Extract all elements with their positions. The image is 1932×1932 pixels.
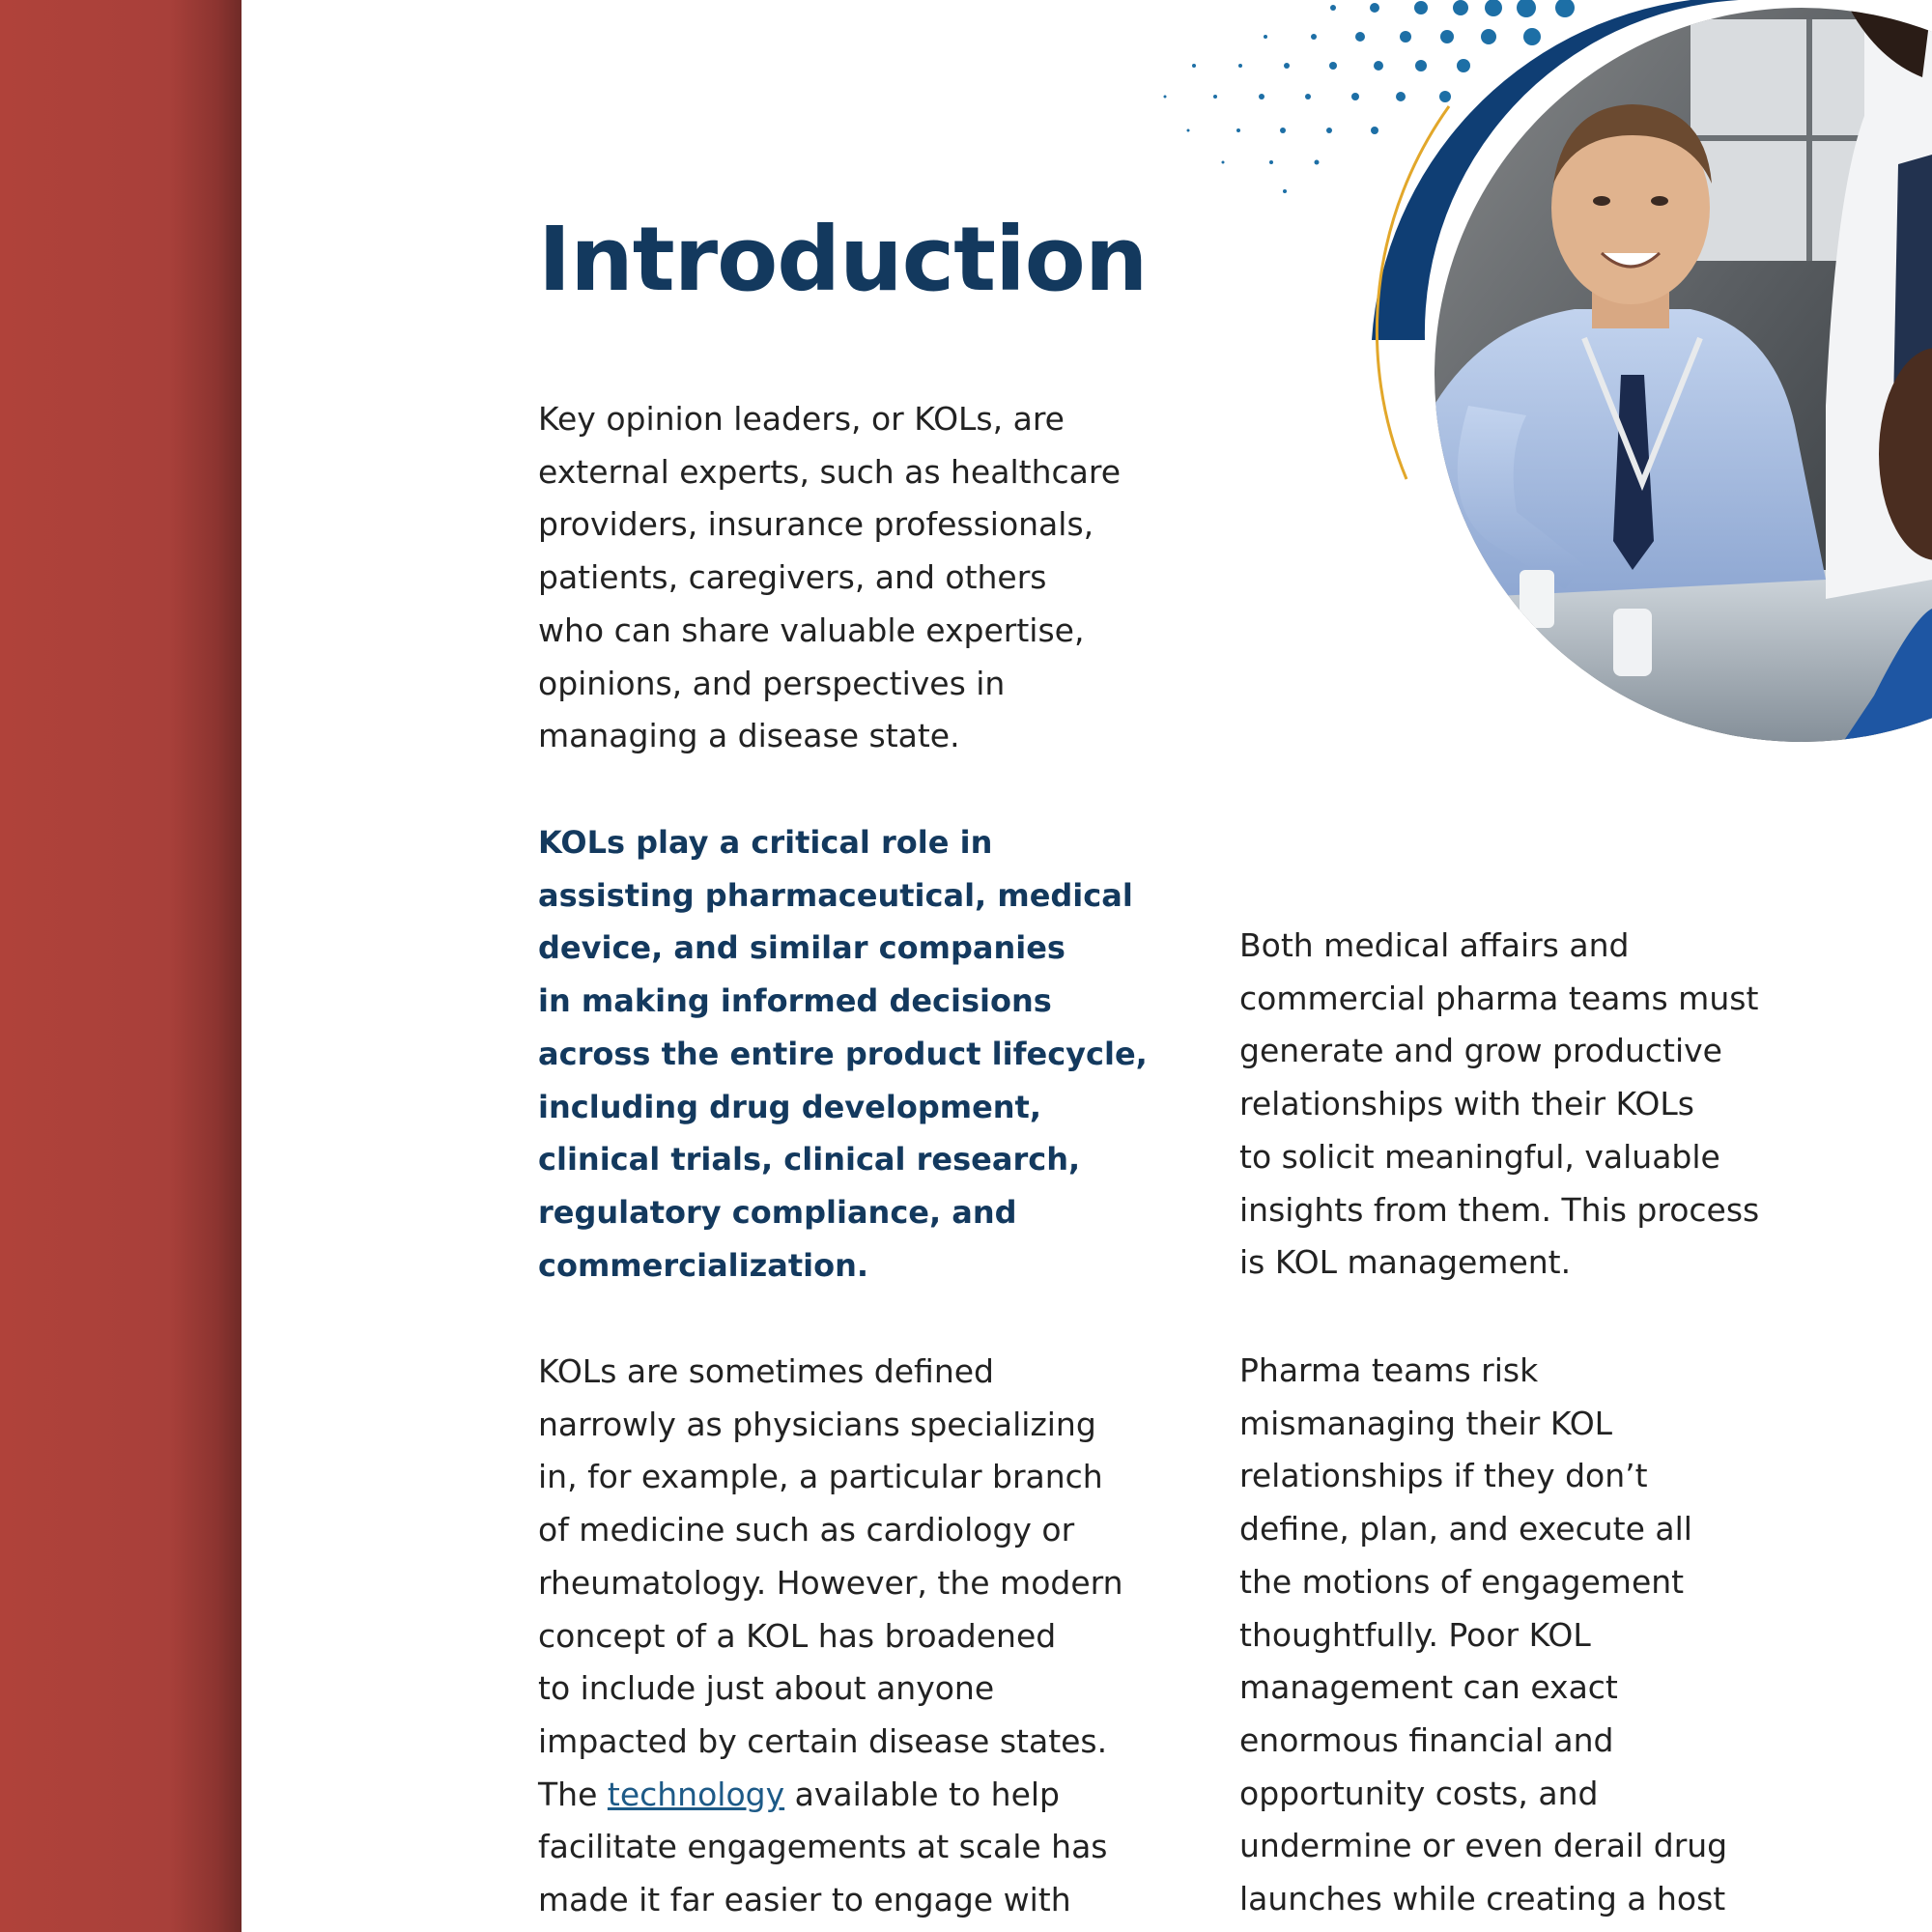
text-line: mismanaging their KOL — [1239, 1404, 1613, 1442]
text-line: managing a disease state. — [538, 717, 960, 755]
dot-icon — [1280, 128, 1286, 133]
dot-icon — [1305, 94, 1311, 99]
text-line: commercial pharma teams must — [1239, 979, 1759, 1017]
text-line: in, for example, a particular branch — [538, 1458, 1103, 1496]
text-line: launches while creating a host — [1239, 1880, 1726, 1918]
text-line: providers, insurance professionals, — [538, 505, 1094, 544]
text-line: relationships with their KOLs — [1239, 1085, 1694, 1123]
text-line: device, and similar companies — [538, 929, 1065, 967]
link-suffix: available to help — [784, 1775, 1061, 1813]
dot-icon — [1236, 128, 1240, 132]
text-line: facilitate engagements at scale has — [538, 1828, 1108, 1866]
dot-icon — [1283, 189, 1287, 193]
text-line: to include just about anyone — [538, 1669, 995, 1708]
hero-photo — [1372, 0, 1932, 753]
text-line: insights from them. This process — [1239, 1190, 1760, 1229]
text-line: who can share valuable expertise, — [538, 611, 1085, 649]
link-line — [538, 1769, 1123, 1822]
text-line: rheumatology. However, the modern — [538, 1563, 1123, 1602]
technology-link[interactable]: technology — [607, 1775, 785, 1813]
text-line: Key opinion leaders, or KOLs, are — [538, 400, 1065, 438]
dot-icon — [1213, 95, 1217, 99]
page-title: Introduction — [538, 208, 1148, 311]
text-line: patients, caregivers, and others — [538, 558, 1047, 597]
text-line: undermine or even derail drug — [1239, 1827, 1728, 1865]
text-line: regulatory compliance, and — [538, 1193, 1017, 1231]
dot-icon — [1238, 64, 1242, 68]
text-line: generate and grow productive — [1239, 1032, 1722, 1070]
text-line: assisting pharmaceutical, medical — [538, 876, 1133, 914]
text-line: clinical trials, clinical research, — [538, 1141, 1081, 1179]
dot-icon — [1315, 160, 1320, 165]
dot-icon — [1330, 5, 1336, 11]
dot-icon — [1326, 128, 1332, 133]
text-line: is KOL management. — [1239, 1243, 1572, 1282]
text-line: KOLs are sometimes defined — [538, 1352, 995, 1390]
dot-icon — [1187, 129, 1190, 132]
text-line: opinions, and perspectives in — [538, 664, 1006, 702]
text-line: concept of a KOL has broadened — [538, 1616, 1057, 1655]
text-line: the motions of engagement — [1239, 1562, 1685, 1601]
text-line: commercialization. — [538, 1246, 868, 1284]
text-line: of medicine such as cardiology or — [538, 1511, 1075, 1549]
dot-icon — [1355, 32, 1365, 42]
text-line: narrowly as physicians specializing — [538, 1405, 1096, 1443]
intro-highlight-paragraph — [538, 816, 1148, 1292]
intro-paragraph-3 — [538, 1346, 1123, 1927]
dot-icon — [1311, 34, 1317, 40]
text-line: define, plan, and execute all — [1239, 1510, 1692, 1548]
dot-icon — [1259, 94, 1264, 99]
dot-icon — [1269, 160, 1273, 164]
text-line: enormous financial and — [1239, 1720, 1614, 1759]
text-line: relationships if they don’t — [1239, 1457, 1648, 1495]
text-line: thoughtfully. Poor KOL — [1239, 1615, 1591, 1654]
dot-icon — [1351, 93, 1359, 100]
text-line: KOLs play a critical role in — [538, 824, 993, 861]
text-line: external experts, such as healthcare — [538, 452, 1121, 491]
intro-paragraph-1 — [538, 393, 1121, 763]
dot-icon — [1222, 161, 1225, 164]
text-line: to solicit meaningful, valuable — [1239, 1137, 1720, 1176]
text-line: Both medical affairs and — [1239, 926, 1630, 964]
text-line: opportunity costs, and — [1239, 1774, 1599, 1812]
link-prefix: The — [538, 1775, 608, 1813]
dot-icon — [1192, 64, 1196, 68]
left-sidebar-band — [0, 0, 242, 1932]
text-line: including drug development, — [538, 1088, 1041, 1125]
dot-icon — [1329, 62, 1337, 70]
text-line: made it far easier to engage with — [538, 1881, 1071, 1919]
text-line: in making informed decisions — [538, 982, 1052, 1020]
dot-icon — [1284, 63, 1290, 69]
text-line: management can exact — [1239, 1668, 1618, 1707]
dot-icon — [1264, 35, 1267, 39]
right-paragraph-1 — [1239, 920, 1759, 1290]
text-line: across the entire product lifecycle, — [538, 1035, 1148, 1072]
text-line: impacted by certain disease states. — [538, 1721, 1108, 1760]
text-line: Pharma teams risk — [1239, 1351, 1539, 1389]
right-paragraph-2 — [1239, 1345, 1727, 1926]
dot-icon — [1164, 96, 1167, 99]
